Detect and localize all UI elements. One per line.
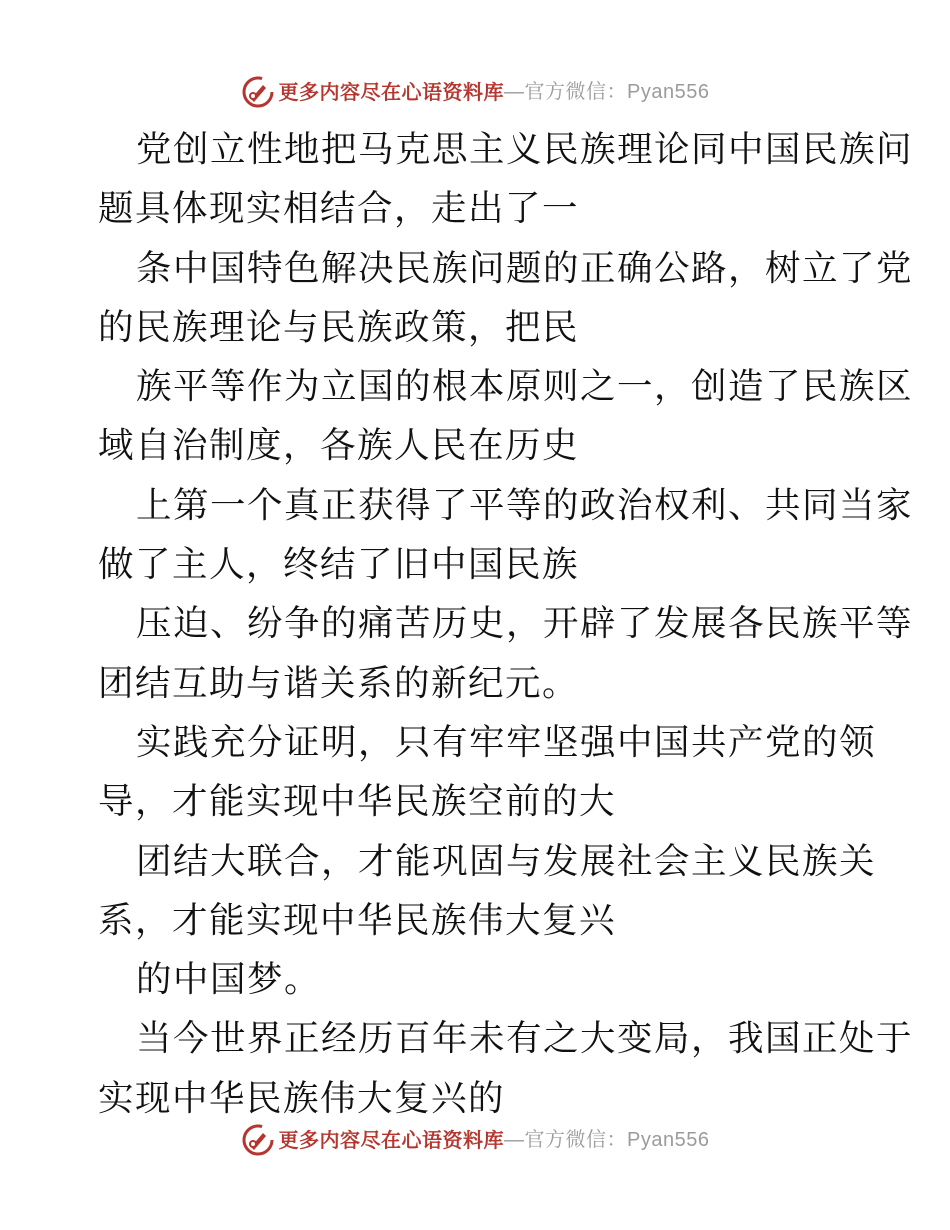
document-body	[98, 120, 914, 1128]
body-line: 族平等作为立国的根本原则之一，创造了民族区	[136, 366, 914, 408]
body-line: 团结大联合，才能巩固与发展社会主义民族关	[136, 840, 877, 882]
body-line: 的民族理论与民族政策，把民	[98, 306, 580, 348]
footer-banner	[0, 1120, 950, 1160]
body-line: 当今世界正经历百年未有之大变局，我国正处于	[136, 1018, 914, 1060]
footer-contact-text: 官方微信：Pyan556	[524, 1129, 710, 1151]
body-line: 实现中华民族伟大复兴的	[98, 1077, 506, 1119]
body-line: 系，才能实现中华民族伟大复兴	[98, 899, 617, 941]
body-line: 实践充分证明，只有牢牢坚强中国共产党的领	[136, 721, 877, 763]
body-line: 的中国梦。	[136, 959, 322, 1001]
body-line: 上第一个真正获得了平等的政治权利、共同当家	[136, 484, 914, 526]
footer-brand-text: 更多内容尽在心语资料库	[278, 1128, 505, 1152]
body-line: 域自治制度，各族人民在历史	[98, 425, 580, 467]
swirl-pen-logo-icon	[241, 1123, 275, 1157]
header-banner	[0, 72, 950, 112]
header-contact-text: 官方微信：Pyan556	[524, 81, 710, 103]
footer-separator: —	[504, 1129, 525, 1151]
header-brand-text: 更多内容尽在心语资料库	[278, 80, 505, 104]
body-line: 团结互助与谐关系的新纪元。	[98, 662, 580, 704]
body-line: 条中国特色解决民族问题的正确公路，树立了党	[136, 247, 914, 289]
body-line: 党创立性地把马克思主义民族理论同中国民族问	[136, 129, 914, 170]
body-line: 压迫、纷争的痛苦历史，开辟了发展各民族平等	[136, 603, 914, 645]
body-line: 题具体现实相结合，走出了一	[98, 188, 580, 230]
swirl-pen-logo-icon	[241, 75, 275, 109]
body-line: 做了主人，终结了旧中国民族	[98, 544, 580, 586]
header-separator: —	[504, 81, 525, 103]
body-line: 导，才能实现中华民族空前的大	[98, 781, 617, 823]
